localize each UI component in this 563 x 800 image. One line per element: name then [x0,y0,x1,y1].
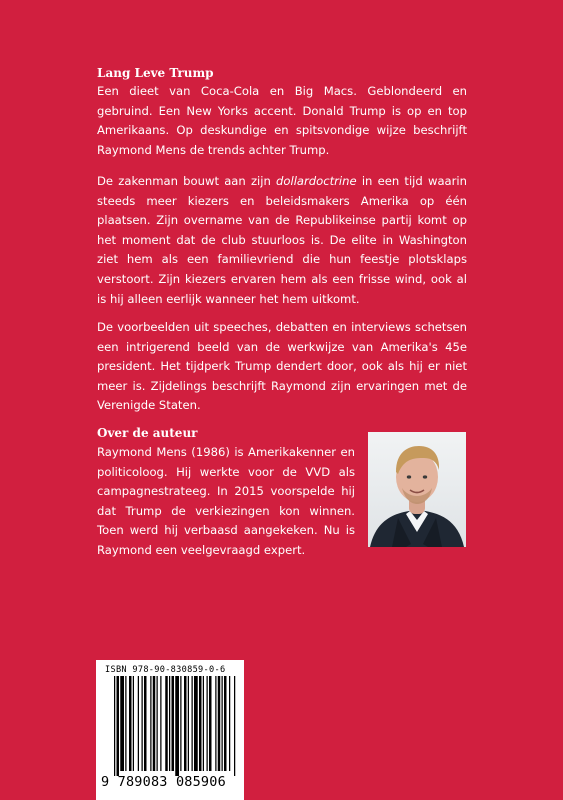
barcode-bar [160,676,161,771]
examples-paragraph [97,318,467,416]
examples-text: De voorbeelden uit speeches, debatten en interviews schetsen een intrigerend beeld van de werkwijze van Amerika's 45e president. Het tijdperk Trump dendert door, ook als hij er niet meer is. Zijdelings beschrijft Raymond zijn ervaringen met de Verenigde Staten. [97,320,467,413]
doctrine-text [97,172,467,309]
barcode-bar [142,676,143,771]
author-portrait-illustration [368,432,466,547]
doctrine-text-start: De zakenman bouwt aan zijn [97,174,277,188]
author-heading: Over de auteur [97,426,198,440]
doctrine-paragraph [97,172,467,309]
barcode-bar [144,676,147,771]
isbn-label: ISBN 978-90-830859-0-6 [105,665,226,675]
barcode-bar [165,676,168,771]
barcode-bar [207,676,208,771]
intro-text: Een dieet van Coca-Cola en Big Macs. Geblondeerd en gebruind. Een New Yorks accent. Donald Trump is op en top Amerikaans. Op deskundige en spitsvondige wijze beschrijft Raymond Mens de trends achter Trump. [97,84,467,157]
barcode-bar [180,676,181,771]
barcode-bar [199,676,202,771]
barcode-bar [117,676,120,776]
intro-paragraph [97,82,467,160]
book-title-heading: Lang Leve Trump [97,66,214,80]
barcode-bar [114,676,115,776]
author-paragraph [97,443,355,561]
barcode-bar [125,676,126,771]
barcode-bar [218,676,221,771]
barcode-bar [234,676,235,776]
barcode-bar [172,676,175,771]
barcode-bar [169,676,170,771]
barcode-bar [222,676,223,771]
barcode-bar [224,676,227,771]
author-photo [368,432,466,547]
doctrine-italic-term: dollardoctrine [276,174,357,188]
barcode-bar [184,676,187,771]
barcode-bar [138,676,139,771]
barcode-bar [209,676,212,771]
barcode-bar [129,676,132,771]
barcode-bar [153,676,156,771]
doctrine-text-rest: in een tijd waarin steeds meer kiezers en beleidsmakers Amerika op één plaatsen. Zijn overname van de Republikeinse partij komt op het moment dat de club stuurloos is. De elite in Washington ziet hem als een familievriend die hun feestje plotsklaps verstoort. Zijn kiezers ervaren hem als een frisse wind, ook al is hij alleen eerlijk wanneer het hem uitkomt. [97,174,467,306]
barcode-bar [192,676,193,771]
barcode-bar [175,676,179,776]
barcode-bar [194,676,198,771]
author-bio-text: Raymond Mens (1986) is Amerikakenner en politicoloog. Hij werkte voor de VVD als campagnestrateeg. In 2015 voorspelde hij dat Trump de verkiezingen kon winnen. Toen werd hij verbaasd aangekeken. Nu is Raymond een veelgevraagd expert. [97,445,355,557]
barcode-bar [157,676,158,771]
barcode-number: 9 789083 085906 [101,774,226,790]
barcode-bar [215,676,216,771]
barcode-bar [203,676,204,771]
barcode-bar [133,676,134,771]
barcode-bar [229,676,230,771]
barcode-bar [188,676,189,771]
barcode-bar [150,676,151,771]
barcode-bar [120,676,124,771]
isbn-barcode [96,660,244,800]
